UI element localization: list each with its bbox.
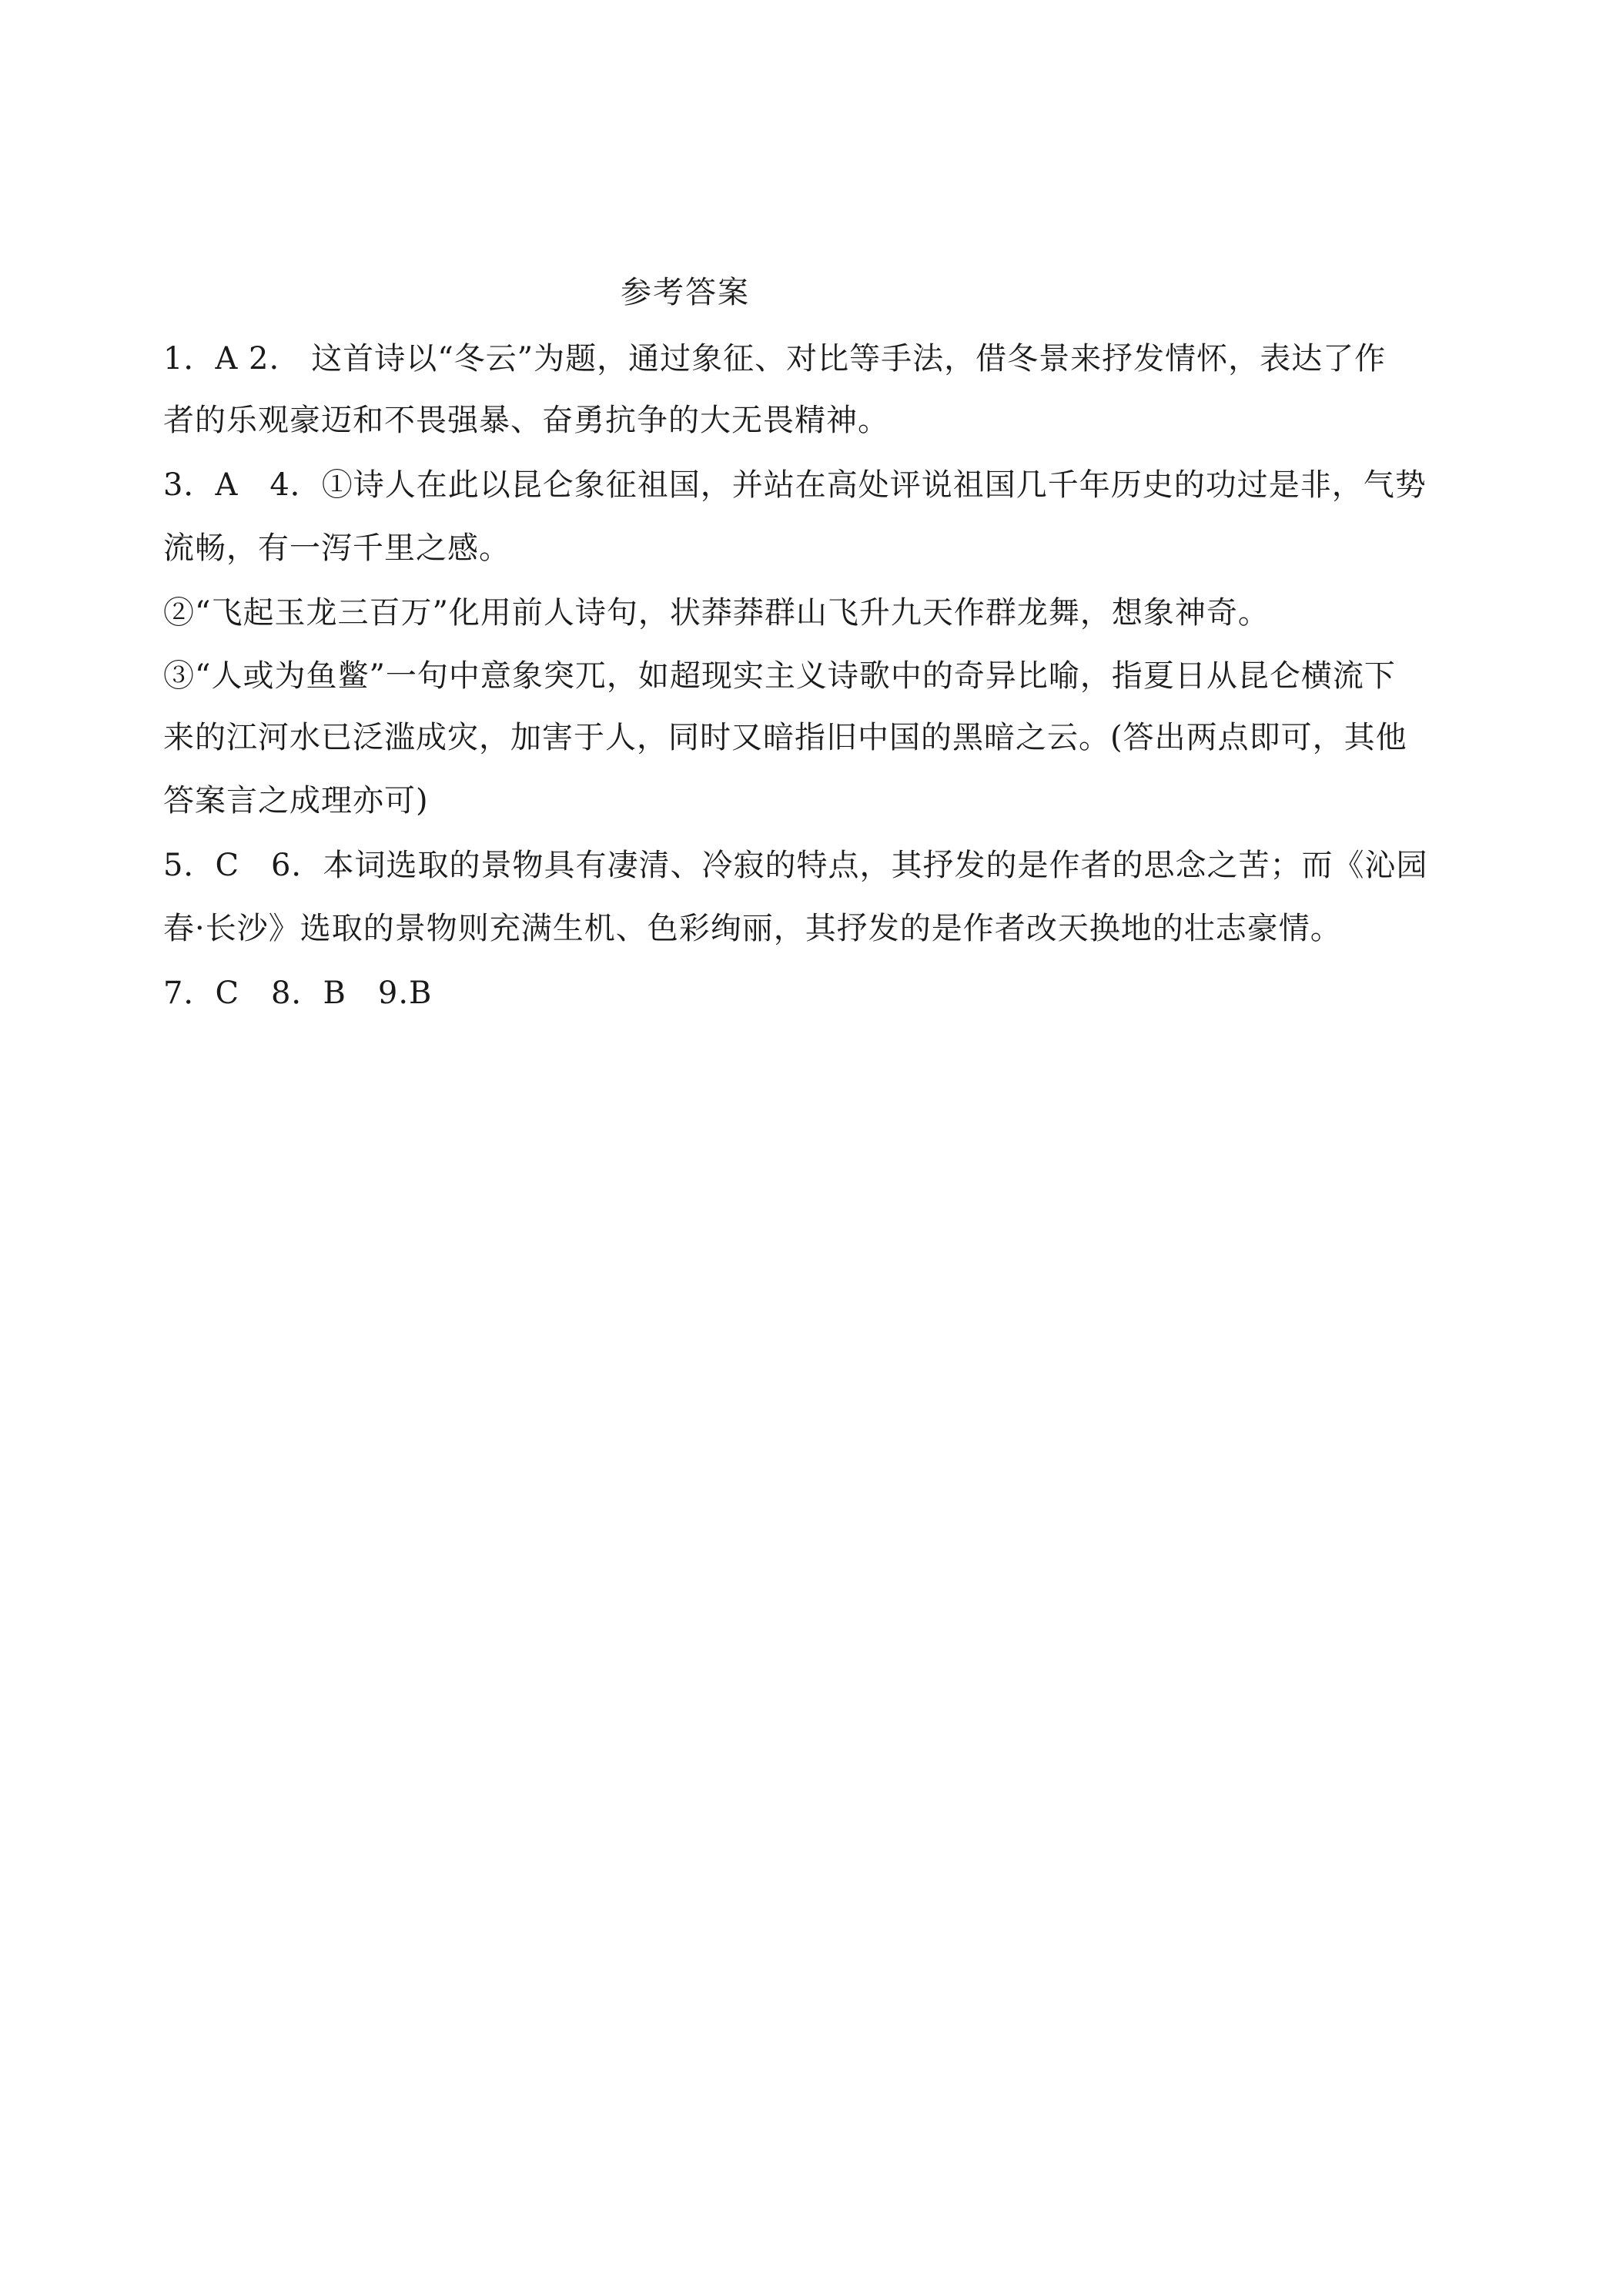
page-title: 参考答案 xyxy=(621,275,750,310)
answer-line-9: 5．C 6．本词选取的景物具有凄清、冷寂的特点，其抒发的是作者的思念之苦；而《沁园 xyxy=(163,848,1428,883)
answer-line-8: 答案言之成理亦可) xyxy=(163,783,429,818)
answer-line-2: 者的乐观豪迈和不畏强暴、奋勇抗争的大无畏精神。 xyxy=(163,403,889,438)
answer-line-7: 来的江河水已泛滥成灾，加害于人，同时又暗指旧中国的黑暗之云。(答出两点即可，其他 xyxy=(163,720,1407,755)
answer-line-3: 3．A 4．①诗人在此以昆仑象征祖国，并站在高处评说祖国几千年历史的功过是非，气势 xyxy=(163,467,1427,503)
answer-line-1: 1．A 2. 这首诗以“冬云”为题，通过象征、对比等手法，借冬景来抒发情怀，表达了作 xyxy=(163,341,1387,377)
answer-line-10: 春·长沙》选取的景物则充满生机、色彩绚丽，其抒发的是作者改天换地的壮志豪情。 xyxy=(163,911,1342,946)
answer-line-6: ③“人或为鱼鳖”一句中意象突兀，如超现实主义诗歌中的奇异比喻，指夏日从昆仑横流下 xyxy=(163,658,1396,694)
answer-line-11: 7．C 8．B 9.B xyxy=(163,976,433,1011)
answer-line-4: 流畅，有一泻千里之感。 xyxy=(163,530,510,566)
answer-line-5: ②“飞起玉龙三百万”化用前人诗句，状莽莽群山飞升九天作群龙舞，想象神奇。 xyxy=(163,595,1270,631)
